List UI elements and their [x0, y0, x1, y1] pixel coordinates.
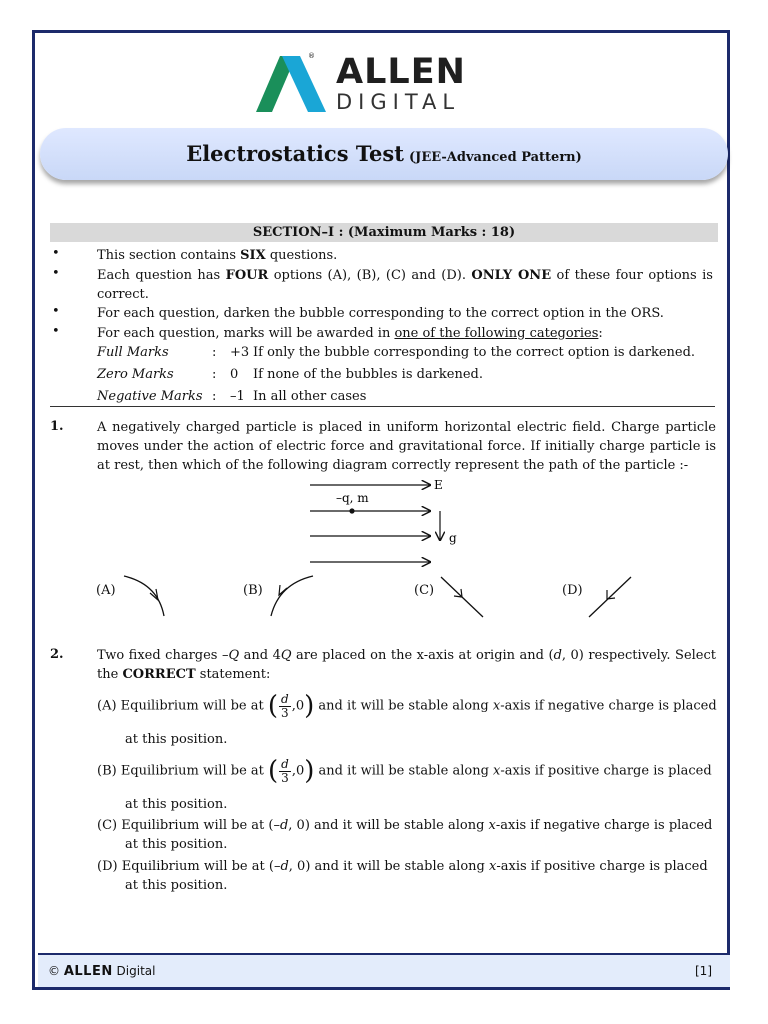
bullet-4-text: For each question, marks will be awarded in one of the following categories:: [97, 326, 603, 341]
allen-logo-mark-icon: [256, 54, 328, 114]
field-diagram: [300, 474, 470, 570]
full-marks-desc: If only the bubble corresponding to the correct option is darkened.: [253, 345, 696, 360]
q2-option-c-cont: at this position.: [125, 837, 228, 852]
q1-option-b-path: [265, 572, 317, 620]
section-divider: [50, 406, 715, 407]
zero-marks-value: 0: [230, 367, 239, 382]
q2-option-d-cont: at this position.: [125, 878, 228, 893]
title-banner: [40, 128, 728, 180]
bullet-1-dot: •: [52, 246, 60, 261]
question-2-number: 2.: [50, 647, 64, 662]
field-label: E: [434, 478, 443, 492]
zero-marks-label: Zero Marks: [97, 367, 174, 382]
page-title: Electrostatics Test: [186, 141, 404, 166]
bullet-2-text: Each question has FOUR options (A), (B), (C) and (D). ONLY ONE of these four options is correct.: [97, 268, 713, 302]
charge-particle: [349, 508, 354, 513]
page-subtitle: (JEE-Advanced Pattern): [409, 150, 582, 165]
zero-marks-colon: :: [212, 367, 217, 382]
section-heading: SECTION–I : (Maximum Marks : 18): [50, 223, 718, 242]
bullet-3-dot: •: [52, 304, 60, 319]
q1-option-a-label: (A): [96, 583, 116, 598]
negative-marks-colon: :: [212, 389, 217, 404]
negative-marks-value: –1: [230, 389, 245, 404]
negative-marks-desc: In all other cases: [253, 389, 367, 404]
q1-option-c-label: (C): [414, 583, 435, 598]
bullet-1-text: This section contains SIX questions.: [97, 248, 338, 263]
registered-mark: ®: [308, 52, 315, 60]
bullet-3-text: For each question, darken the bubble corresponding to the correct option in the ORS.: [97, 306, 664, 321]
question-1-number: 1.: [50, 419, 64, 434]
q1-option-a-path: [120, 572, 172, 620]
q1-option-d-path: [586, 574, 634, 620]
full-marks-value: +3: [230, 345, 250, 360]
q2-option-b: (B) Equilibrium will be at ( $\frac{d}{3}$ ,0) and it will be stable along x-axis if positive charge is placed: [97, 756, 712, 786]
q1-option-c-path: [438, 574, 486, 620]
logo-wordmark: ALLEN: [336, 52, 466, 92]
q2-option-b-cont: at this position.: [125, 797, 228, 812]
bullet-2-dot: •: [52, 266, 60, 281]
question-1-text: A negatively charged particle is placed in uniform horizontal electric field. Charge particle moves under the action of electric force and gravitational force. If initially charge particle is at rest, then which of the following diagram correctly represent the path of the particle :-: [97, 420, 716, 473]
page-number: [1]: [695, 964, 712, 978]
full-marks-colon: :: [212, 345, 217, 360]
logo-subtext: DIGITAL: [336, 90, 461, 114]
q2-option-a-cont: at this position.: [125, 732, 228, 747]
q1-option-b-label: (B): [243, 583, 263, 598]
q1-option-d-label: (D): [562, 583, 583, 598]
q2-option-c: (C) Equilibrium will be at (–d, 0) and it will be stable along x-axis if negative charge is placed: [97, 818, 713, 833]
q2-option-b-fraction: $\frac{d}{3}$: [281, 756, 289, 785]
q2-option-a-fraction: $\frac{d}{3}$: [281, 691, 289, 720]
charge-label: –q, m: [336, 491, 369, 505]
footer-brand: © ALLEN Digital: [48, 964, 156, 979]
field-lines: [310, 485, 440, 562]
page-footer: [38, 955, 730, 987]
full-marks-label: Full Marks: [97, 345, 169, 360]
negative-marks-label: Negative Marks: [97, 389, 203, 404]
gravity-label: g: [449, 531, 457, 545]
q2-option-d: (D) Equilibrium will be at (–d, 0) and it will be stable along x-axis if positive charge is placed: [97, 859, 708, 874]
q2-option-a: (A) Equilibrium will be at ( $\frac{d}{3}$ ,0) and it will be stable along x-axis if negative charge is placed: [97, 691, 717, 721]
allen-digital-logo: [256, 52, 516, 114]
question-2-text: Two fixed charges –Q and 4Q are placed on the x-axis at origin and (d, 0) respectively. Select the CORRECT statement:: [97, 648, 716, 682]
zero-marks-desc: If none of the bubbles is darkened.: [253, 367, 484, 382]
bullet-4-dot: •: [52, 324, 60, 339]
